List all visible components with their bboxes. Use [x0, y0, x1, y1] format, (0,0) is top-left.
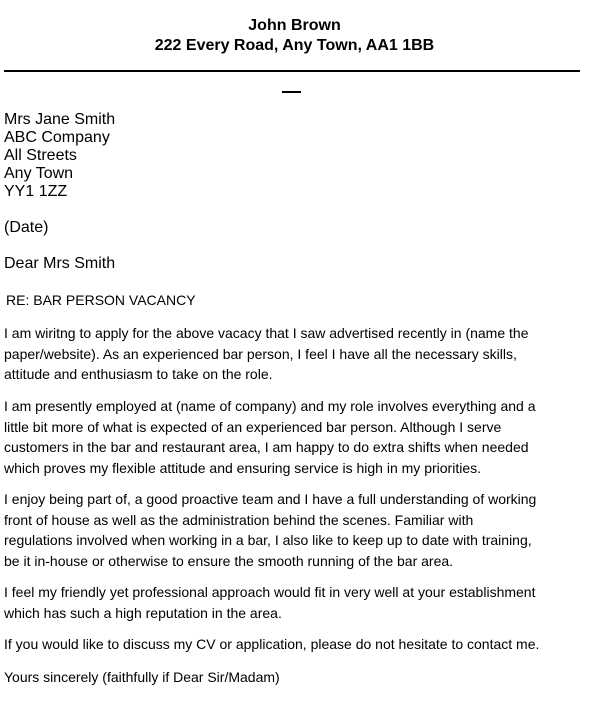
paragraph-line: which proves my flexible attitude and ensuring service is high in my priorities.: [4, 459, 481, 476]
body-paragraph: [4, 489, 536, 571]
paragraph-line: attitude and enthusiasm to take on the role.: [4, 366, 273, 382]
recipient-line: ABC Company: [4, 129, 110, 146]
paragraph-line: I feel my friendly yet professional approach would fit in very well at your establishment: [4, 584, 536, 600]
closing-text: Yours sincerely (faithfully if Dear Sir/Madam): [4, 669, 280, 685]
body-paragraph: [4, 396, 536, 478]
header-divider: [4, 70, 580, 72]
paragraph-line: paper/website). As an experienced bar person, I feel I have all the necessary skills,: [4, 345, 517, 362]
paragraph-line: regulations involved when working in a bar, I also like to keep up to date with training,: [4, 532, 532, 548]
recipient-line: Mrs Jane Smith: [4, 111, 116, 128]
paragraph-line: I enjoy being part of, a good proactive team and I have a full understanding of working: [4, 491, 537, 507]
paragraph-line: If you would like to discuss my CV or application, please do not hesitate to contact me.: [4, 636, 540, 652]
recipient-address: [4, 111, 115, 201]
recipient-line: Any Town: [4, 165, 74, 182]
body-paragraph: [4, 323, 528, 385]
body-paragraph: [4, 582, 535, 623]
sender-address: 222 Every Road, Any Town, AA1 1BB: [154, 37, 435, 54]
sender-name: John Brown: [248, 17, 341, 34]
letter-date: (Date): [4, 219, 49, 236]
body-paragraph: [4, 634, 539, 655]
subject-line: RE: BAR PERSON VACANCY: [6, 292, 196, 308]
recipient-line: All Streets: [4, 147, 77, 164]
paragraph-line: front of house as well as the administration behind the scenes. Familiar with: [4, 511, 474, 528]
paragraph-line: be it in-house or otherwise to ensure the smooth running of the bar area.: [4, 552, 454, 569]
sender-header: [0, 16, 589, 56]
recipient-line: YY1 1ZZ: [4, 183, 68, 200]
closing-line: [4, 667, 280, 688]
paragraph-line: customers in the bar and restaurant area, I am happy to do extra shifts when needed: [4, 439, 529, 455]
paragraph-line: I am wiritng to apply for the above vacacy that I saw advertised recently in (name the: [4, 325, 529, 341]
header-short-divider: [282, 91, 301, 93]
salutation: Dear Mrs Smith: [4, 255, 116, 272]
paragraph-line: I am presently employed at (name of company) and my role involves everything and a: [4, 398, 536, 414]
paragraph-line: which has such a high reputation in the area.: [4, 604, 282, 621]
paragraph-line: little bit more of what is expected of an experienced bar person. Although I serve: [4, 418, 502, 435]
